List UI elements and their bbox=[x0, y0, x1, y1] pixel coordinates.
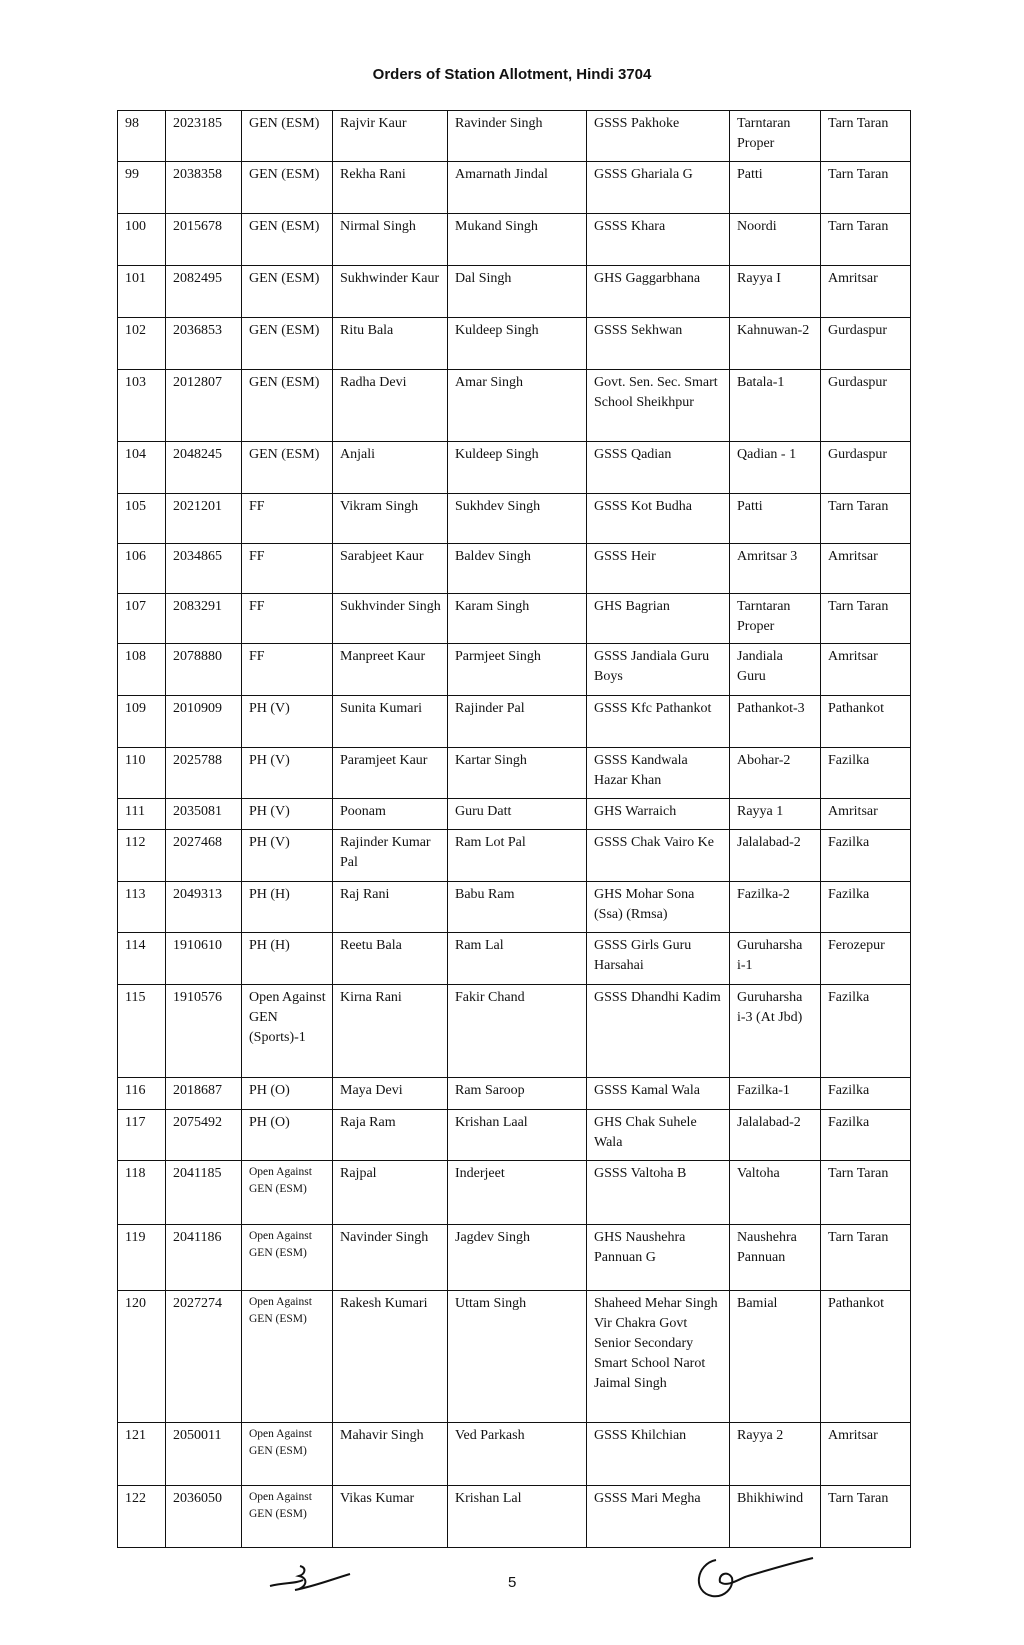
cell-district: Amritsar bbox=[821, 544, 911, 594]
cell-category: GEN (ESM) bbox=[242, 111, 333, 162]
cell-district: Tarn Taran bbox=[821, 1486, 911, 1548]
cell-block: Fazilka-1 bbox=[730, 1078, 821, 1110]
cell-name: Radha Devi bbox=[333, 370, 448, 442]
cell-block: Valtoha bbox=[730, 1161, 821, 1225]
cell-block: Guruharsha i-1 bbox=[730, 933, 821, 985]
cell-block: Fazilka-2 bbox=[730, 882, 821, 933]
cell-category: PH (V) bbox=[242, 799, 333, 830]
cell-roll-no: 2015678 bbox=[166, 214, 242, 266]
cell-roll-no: 2025788 bbox=[166, 748, 242, 799]
cell-name: Sarabjeet Kaur bbox=[333, 544, 448, 594]
cell-name: Raj Rani bbox=[333, 882, 448, 933]
cell-serial-no: 113 bbox=[118, 882, 166, 933]
cell-category: Open Against GEN (ESM) bbox=[242, 1291, 333, 1423]
cell-roll-no: 2048245 bbox=[166, 442, 242, 494]
cell-father-name: Ravinder Singh bbox=[448, 111, 587, 162]
cell-category: FF bbox=[242, 494, 333, 544]
cell-school: GHS Warraich bbox=[587, 799, 730, 830]
table-row bbox=[118, 696, 911, 748]
cell-serial-no: 98 bbox=[118, 111, 166, 162]
cell-block: Qadian - 1 bbox=[730, 442, 821, 494]
cell-school: GSSS Khilchian bbox=[587, 1423, 730, 1486]
cell-father-name: Dal Singh bbox=[448, 266, 587, 318]
cell-category: GEN (ESM) bbox=[242, 266, 333, 318]
cell-serial-no: 116 bbox=[118, 1078, 166, 1110]
table-row bbox=[118, 544, 911, 594]
cell-district: Amritsar bbox=[821, 644, 911, 696]
cell-school: GSSS Chak Vairo Ke bbox=[587, 830, 730, 882]
cell-district: Tarn Taran bbox=[821, 1161, 911, 1225]
cell-district: Gurdaspur bbox=[821, 318, 911, 370]
cell-school: GHS Gaggarbhana bbox=[587, 266, 730, 318]
cell-roll-no: 2036853 bbox=[166, 318, 242, 370]
cell-district: Gurdaspur bbox=[821, 370, 911, 442]
signature-left bbox=[265, 1558, 355, 1598]
table-row bbox=[118, 494, 911, 544]
cell-block: Pathankot-3 bbox=[730, 696, 821, 748]
cell-serial-no: 120 bbox=[118, 1291, 166, 1423]
cell-father-name: Kuldeep Singh bbox=[448, 318, 587, 370]
cell-serial-no: 110 bbox=[118, 748, 166, 799]
cell-name: Vikas Kumar bbox=[333, 1486, 448, 1548]
signature-right bbox=[688, 1548, 818, 1603]
cell-roll-no: 2034865 bbox=[166, 544, 242, 594]
cell-block: Patti bbox=[730, 162, 821, 214]
cell-school: GSSS Kfc Pathankot bbox=[587, 696, 730, 748]
cell-father-name: Ram Lal bbox=[448, 933, 587, 985]
cell-block: Rayya 2 bbox=[730, 1423, 821, 1486]
cell-name: Manpreet Kaur bbox=[333, 644, 448, 696]
page-number: 5 bbox=[508, 1574, 517, 1591]
cell-district: Tarn Taran bbox=[821, 494, 911, 544]
cell-category: PH (O) bbox=[242, 1110, 333, 1161]
cell-roll-no: 2082495 bbox=[166, 266, 242, 318]
cell-district: Fazilka bbox=[821, 748, 911, 799]
cell-father-name: Ved Parkash bbox=[448, 1423, 587, 1486]
cell-school: GSSS Heir bbox=[587, 544, 730, 594]
cell-father-name: Parmjeet Singh bbox=[448, 644, 587, 696]
cell-roll-no: 2036050 bbox=[166, 1486, 242, 1548]
cell-block: Patti bbox=[730, 494, 821, 544]
cell-father-name: Amar Singh bbox=[448, 370, 587, 442]
cell-category: PH (H) bbox=[242, 933, 333, 985]
cell-district: Tarn Taran bbox=[821, 214, 911, 266]
cell-category: FF bbox=[242, 644, 333, 696]
cell-father-name: Rajinder Pal bbox=[448, 696, 587, 748]
cell-roll-no: 2027468 bbox=[166, 830, 242, 882]
cell-roll-no: 2018687 bbox=[166, 1078, 242, 1110]
cell-school: GSSS Kot Budha bbox=[587, 494, 730, 544]
cell-serial-no: 118 bbox=[118, 1161, 166, 1225]
cell-name: Rajinder Kumar Pal bbox=[333, 830, 448, 882]
cell-category: PH (H) bbox=[242, 882, 333, 933]
cell-roll-no: 2049313 bbox=[166, 882, 242, 933]
cell-roll-no: 2023185 bbox=[166, 111, 242, 162]
cell-school: GSSS Girls Guru Harsahai bbox=[587, 933, 730, 985]
cell-serial-no: 117 bbox=[118, 1110, 166, 1161]
cell-roll-no: 2027274 bbox=[166, 1291, 242, 1423]
cell-district: Pathankot bbox=[821, 1291, 911, 1423]
cell-name: Poonam bbox=[333, 799, 448, 830]
cell-school: GSSS Ghariala G bbox=[587, 162, 730, 214]
cell-father-name: Krishan Laal bbox=[448, 1110, 587, 1161]
table-row bbox=[118, 830, 911, 882]
allotment-table bbox=[117, 110, 911, 1548]
cell-school: GHS Naushehra Pannuan G bbox=[587, 1225, 730, 1291]
cell-category: PH (V) bbox=[242, 748, 333, 799]
cell-category: FF bbox=[242, 594, 333, 644]
cell-father-name: Guru Datt bbox=[448, 799, 587, 830]
cell-roll-no: 2075492 bbox=[166, 1110, 242, 1161]
table-row bbox=[118, 111, 911, 162]
cell-name: Ritu Bala bbox=[333, 318, 448, 370]
cell-name: Anjali bbox=[333, 442, 448, 494]
cell-serial-no: 108 bbox=[118, 644, 166, 696]
table-row bbox=[118, 594, 911, 644]
cell-block: Bhikhiwind bbox=[730, 1486, 821, 1548]
cell-category: Open Against GEN (ESM) bbox=[242, 1161, 333, 1225]
table-row bbox=[118, 1291, 911, 1423]
cell-roll-no: 2050011 bbox=[166, 1423, 242, 1486]
cell-block: Rayya 1 bbox=[730, 799, 821, 830]
cell-school: GSSS Kamal Wala bbox=[587, 1078, 730, 1110]
cell-roll-no: 2038358 bbox=[166, 162, 242, 214]
table-row bbox=[118, 318, 911, 370]
cell-roll-no: 2035081 bbox=[166, 799, 242, 830]
page-title: Orders of Station Allotment, Hindi 3704 bbox=[372, 66, 652, 83]
cell-district: Pathankot bbox=[821, 696, 911, 748]
cell-roll-no: 2010909 bbox=[166, 696, 242, 748]
table-row bbox=[118, 162, 911, 214]
cell-category: GEN (ESM) bbox=[242, 442, 333, 494]
cell-school: GSSS Khara bbox=[587, 214, 730, 266]
cell-category: Open Against GEN (ESM) bbox=[242, 1225, 333, 1291]
cell-district: Gurdaspur bbox=[821, 442, 911, 494]
cell-block: Guruharsha i-3 (At Jbd) bbox=[730, 985, 821, 1078]
cell-serial-no: 109 bbox=[118, 696, 166, 748]
cell-block: Amritsar 3 bbox=[730, 544, 821, 594]
cell-serial-no: 106 bbox=[118, 544, 166, 594]
cell-roll-no: 2041186 bbox=[166, 1225, 242, 1291]
table-row bbox=[118, 1486, 911, 1548]
cell-block: Abohar-2 bbox=[730, 748, 821, 799]
cell-serial-no: 121 bbox=[118, 1423, 166, 1486]
cell-school: GSSS Jandiala Guru Boys bbox=[587, 644, 730, 696]
cell-district: Fazilka bbox=[821, 985, 911, 1078]
cell-district: Tarn Taran bbox=[821, 111, 911, 162]
cell-district: Fazilka bbox=[821, 830, 911, 882]
table-row bbox=[118, 748, 911, 799]
cell-school: GSSS Pakhoke bbox=[587, 111, 730, 162]
cell-category: GEN (ESM) bbox=[242, 214, 333, 266]
cell-name: Nirmal Singh bbox=[333, 214, 448, 266]
cell-name: Rajvir Kaur bbox=[333, 111, 448, 162]
cell-school: GSSS Dhandhi Kadim bbox=[587, 985, 730, 1078]
cell-serial-no: 115 bbox=[118, 985, 166, 1078]
cell-name: Rakesh Kumari bbox=[333, 1291, 448, 1423]
cell-serial-no: 111 bbox=[118, 799, 166, 830]
cell-category: GEN (ESM) bbox=[242, 162, 333, 214]
cell-name: Sukhwinder Kaur bbox=[333, 266, 448, 318]
table-row bbox=[118, 985, 911, 1078]
cell-district: Amritsar bbox=[821, 799, 911, 830]
table-row bbox=[118, 1110, 911, 1161]
cell-district: Tarn Taran bbox=[821, 594, 911, 644]
cell-roll-no: 2012807 bbox=[166, 370, 242, 442]
cell-school: GHS Mohar Sona (Ssa) (Rmsa) bbox=[587, 882, 730, 933]
table-row bbox=[118, 1225, 911, 1291]
cell-district: Fazilka bbox=[821, 1110, 911, 1161]
cell-block: Jalalabad-2 bbox=[730, 1110, 821, 1161]
cell-category: Open Against GEN (ESM) bbox=[242, 1486, 333, 1548]
cell-school: GSSS Kandwala Hazar Khan bbox=[587, 748, 730, 799]
cell-roll-no: 2083291 bbox=[166, 594, 242, 644]
table-row bbox=[118, 266, 911, 318]
cell-father-name: Mukand Singh bbox=[448, 214, 587, 266]
cell-school: Govt. Sen. Sec. Smart School Sheikhpur bbox=[587, 370, 730, 442]
cell-block: Kahnuwan-2 bbox=[730, 318, 821, 370]
cell-roll-no: 1910576 bbox=[166, 985, 242, 1078]
cell-serial-no: 102 bbox=[118, 318, 166, 370]
cell-serial-no: 103 bbox=[118, 370, 166, 442]
cell-school: GSSS Sekhwan bbox=[587, 318, 730, 370]
table-row bbox=[118, 1161, 911, 1225]
cell-father-name: Fakir Chand bbox=[448, 985, 587, 1078]
cell-roll-no: 2078880 bbox=[166, 644, 242, 696]
cell-father-name: Kuldeep Singh bbox=[448, 442, 587, 494]
cell-school: GSSS Valtoha B bbox=[587, 1161, 730, 1225]
cell-district: Tarn Taran bbox=[821, 162, 911, 214]
cell-name: Rajpal bbox=[333, 1161, 448, 1225]
cell-father-name: Ram Saroop bbox=[448, 1078, 587, 1110]
cell-father-name: Sukhdev Singh bbox=[448, 494, 587, 544]
cell-father-name: Uttam Singh bbox=[448, 1291, 587, 1423]
table-row bbox=[118, 442, 911, 494]
cell-block: Jandiala Guru bbox=[730, 644, 821, 696]
cell-category: PH (V) bbox=[242, 696, 333, 748]
cell-name: Maya Devi bbox=[333, 1078, 448, 1110]
cell-father-name: Krishan Lal bbox=[448, 1486, 587, 1548]
cell-block: Rayya I bbox=[730, 266, 821, 318]
cell-block: Naushehra Pannuan bbox=[730, 1225, 821, 1291]
cell-category: FF bbox=[242, 544, 333, 594]
table-row bbox=[118, 933, 911, 985]
cell-serial-no: 114 bbox=[118, 933, 166, 985]
cell-district: Amritsar bbox=[821, 1423, 911, 1486]
cell-block: Tarntaran Proper bbox=[730, 594, 821, 644]
table-row bbox=[118, 214, 911, 266]
cell-father-name: Ram Lot Pal bbox=[448, 830, 587, 882]
cell-roll-no: 2041185 bbox=[166, 1161, 242, 1225]
cell-school: GSSS Qadian bbox=[587, 442, 730, 494]
cell-name: Paramjeet Kaur bbox=[333, 748, 448, 799]
cell-block: Noordi bbox=[730, 214, 821, 266]
cell-name: Vikram Singh bbox=[333, 494, 448, 544]
cell-district: Fazilka bbox=[821, 1078, 911, 1110]
cell-serial-no: 107 bbox=[118, 594, 166, 644]
cell-name: Kirna Rani bbox=[333, 985, 448, 1078]
table-row bbox=[118, 644, 911, 696]
cell-district: Amritsar bbox=[821, 266, 911, 318]
cell-roll-no: 2021201 bbox=[166, 494, 242, 544]
table-row bbox=[118, 1423, 911, 1486]
table-row bbox=[118, 1078, 911, 1110]
cell-block: Bamial bbox=[730, 1291, 821, 1423]
table-row bbox=[118, 370, 911, 442]
cell-category: GEN (ESM) bbox=[242, 318, 333, 370]
cell-category: PH (V) bbox=[242, 830, 333, 882]
cell-name: Sunita Kumari bbox=[333, 696, 448, 748]
cell-block: Batala-1 bbox=[730, 370, 821, 442]
cell-father-name: Amarnath Jindal bbox=[448, 162, 587, 214]
cell-category: Open Against GEN (Sports)-1 bbox=[242, 985, 333, 1078]
cell-category: PH (O) bbox=[242, 1078, 333, 1110]
cell-serial-no: 99 bbox=[118, 162, 166, 214]
cell-name: Rekha Rani bbox=[333, 162, 448, 214]
cell-name: Raja Ram bbox=[333, 1110, 448, 1161]
cell-serial-no: 100 bbox=[118, 214, 166, 266]
cell-school: GHS Chak Suhele Wala bbox=[587, 1110, 730, 1161]
cell-serial-no: 112 bbox=[118, 830, 166, 882]
cell-father-name: Inderjeet bbox=[448, 1161, 587, 1225]
cell-serial-no: 105 bbox=[118, 494, 166, 544]
cell-district: Tarn Taran bbox=[821, 1225, 911, 1291]
cell-district: Fazilka bbox=[821, 882, 911, 933]
cell-district: Ferozepur bbox=[821, 933, 911, 985]
cell-block: Jalalabad-2 bbox=[730, 830, 821, 882]
cell-block: Tarntaran Proper bbox=[730, 111, 821, 162]
cell-father-name: Kartar Singh bbox=[448, 748, 587, 799]
cell-category: Open Against GEN (ESM) bbox=[242, 1423, 333, 1486]
cell-serial-no: 104 bbox=[118, 442, 166, 494]
cell-father-name: Karam Singh bbox=[448, 594, 587, 644]
cell-school: Shaheed Mehar Singh Vir Chakra Govt Senior Secondary Smart School Narot Jaimal Singh bbox=[587, 1291, 730, 1423]
cell-father-name: Babu Ram bbox=[448, 882, 587, 933]
cell-category: GEN (ESM) bbox=[242, 370, 333, 442]
table-row bbox=[118, 882, 911, 933]
table-row bbox=[118, 799, 911, 830]
cell-father-name: Jagdev Singh bbox=[448, 1225, 587, 1291]
cell-name: Navinder Singh bbox=[333, 1225, 448, 1291]
cell-name: Reetu Bala bbox=[333, 933, 448, 985]
cell-name: Sukhvinder Singh bbox=[333, 594, 448, 644]
cell-name: Mahavir Singh bbox=[333, 1423, 448, 1486]
cell-father-name: Baldev Singh bbox=[448, 544, 587, 594]
cell-school: GSSS Mari Megha bbox=[587, 1486, 730, 1548]
cell-school: GHS Bagrian bbox=[587, 594, 730, 644]
cell-serial-no: 101 bbox=[118, 266, 166, 318]
cell-serial-no: 122 bbox=[118, 1486, 166, 1548]
cell-roll-no: 1910610 bbox=[166, 933, 242, 985]
cell-serial-no: 119 bbox=[118, 1225, 166, 1291]
